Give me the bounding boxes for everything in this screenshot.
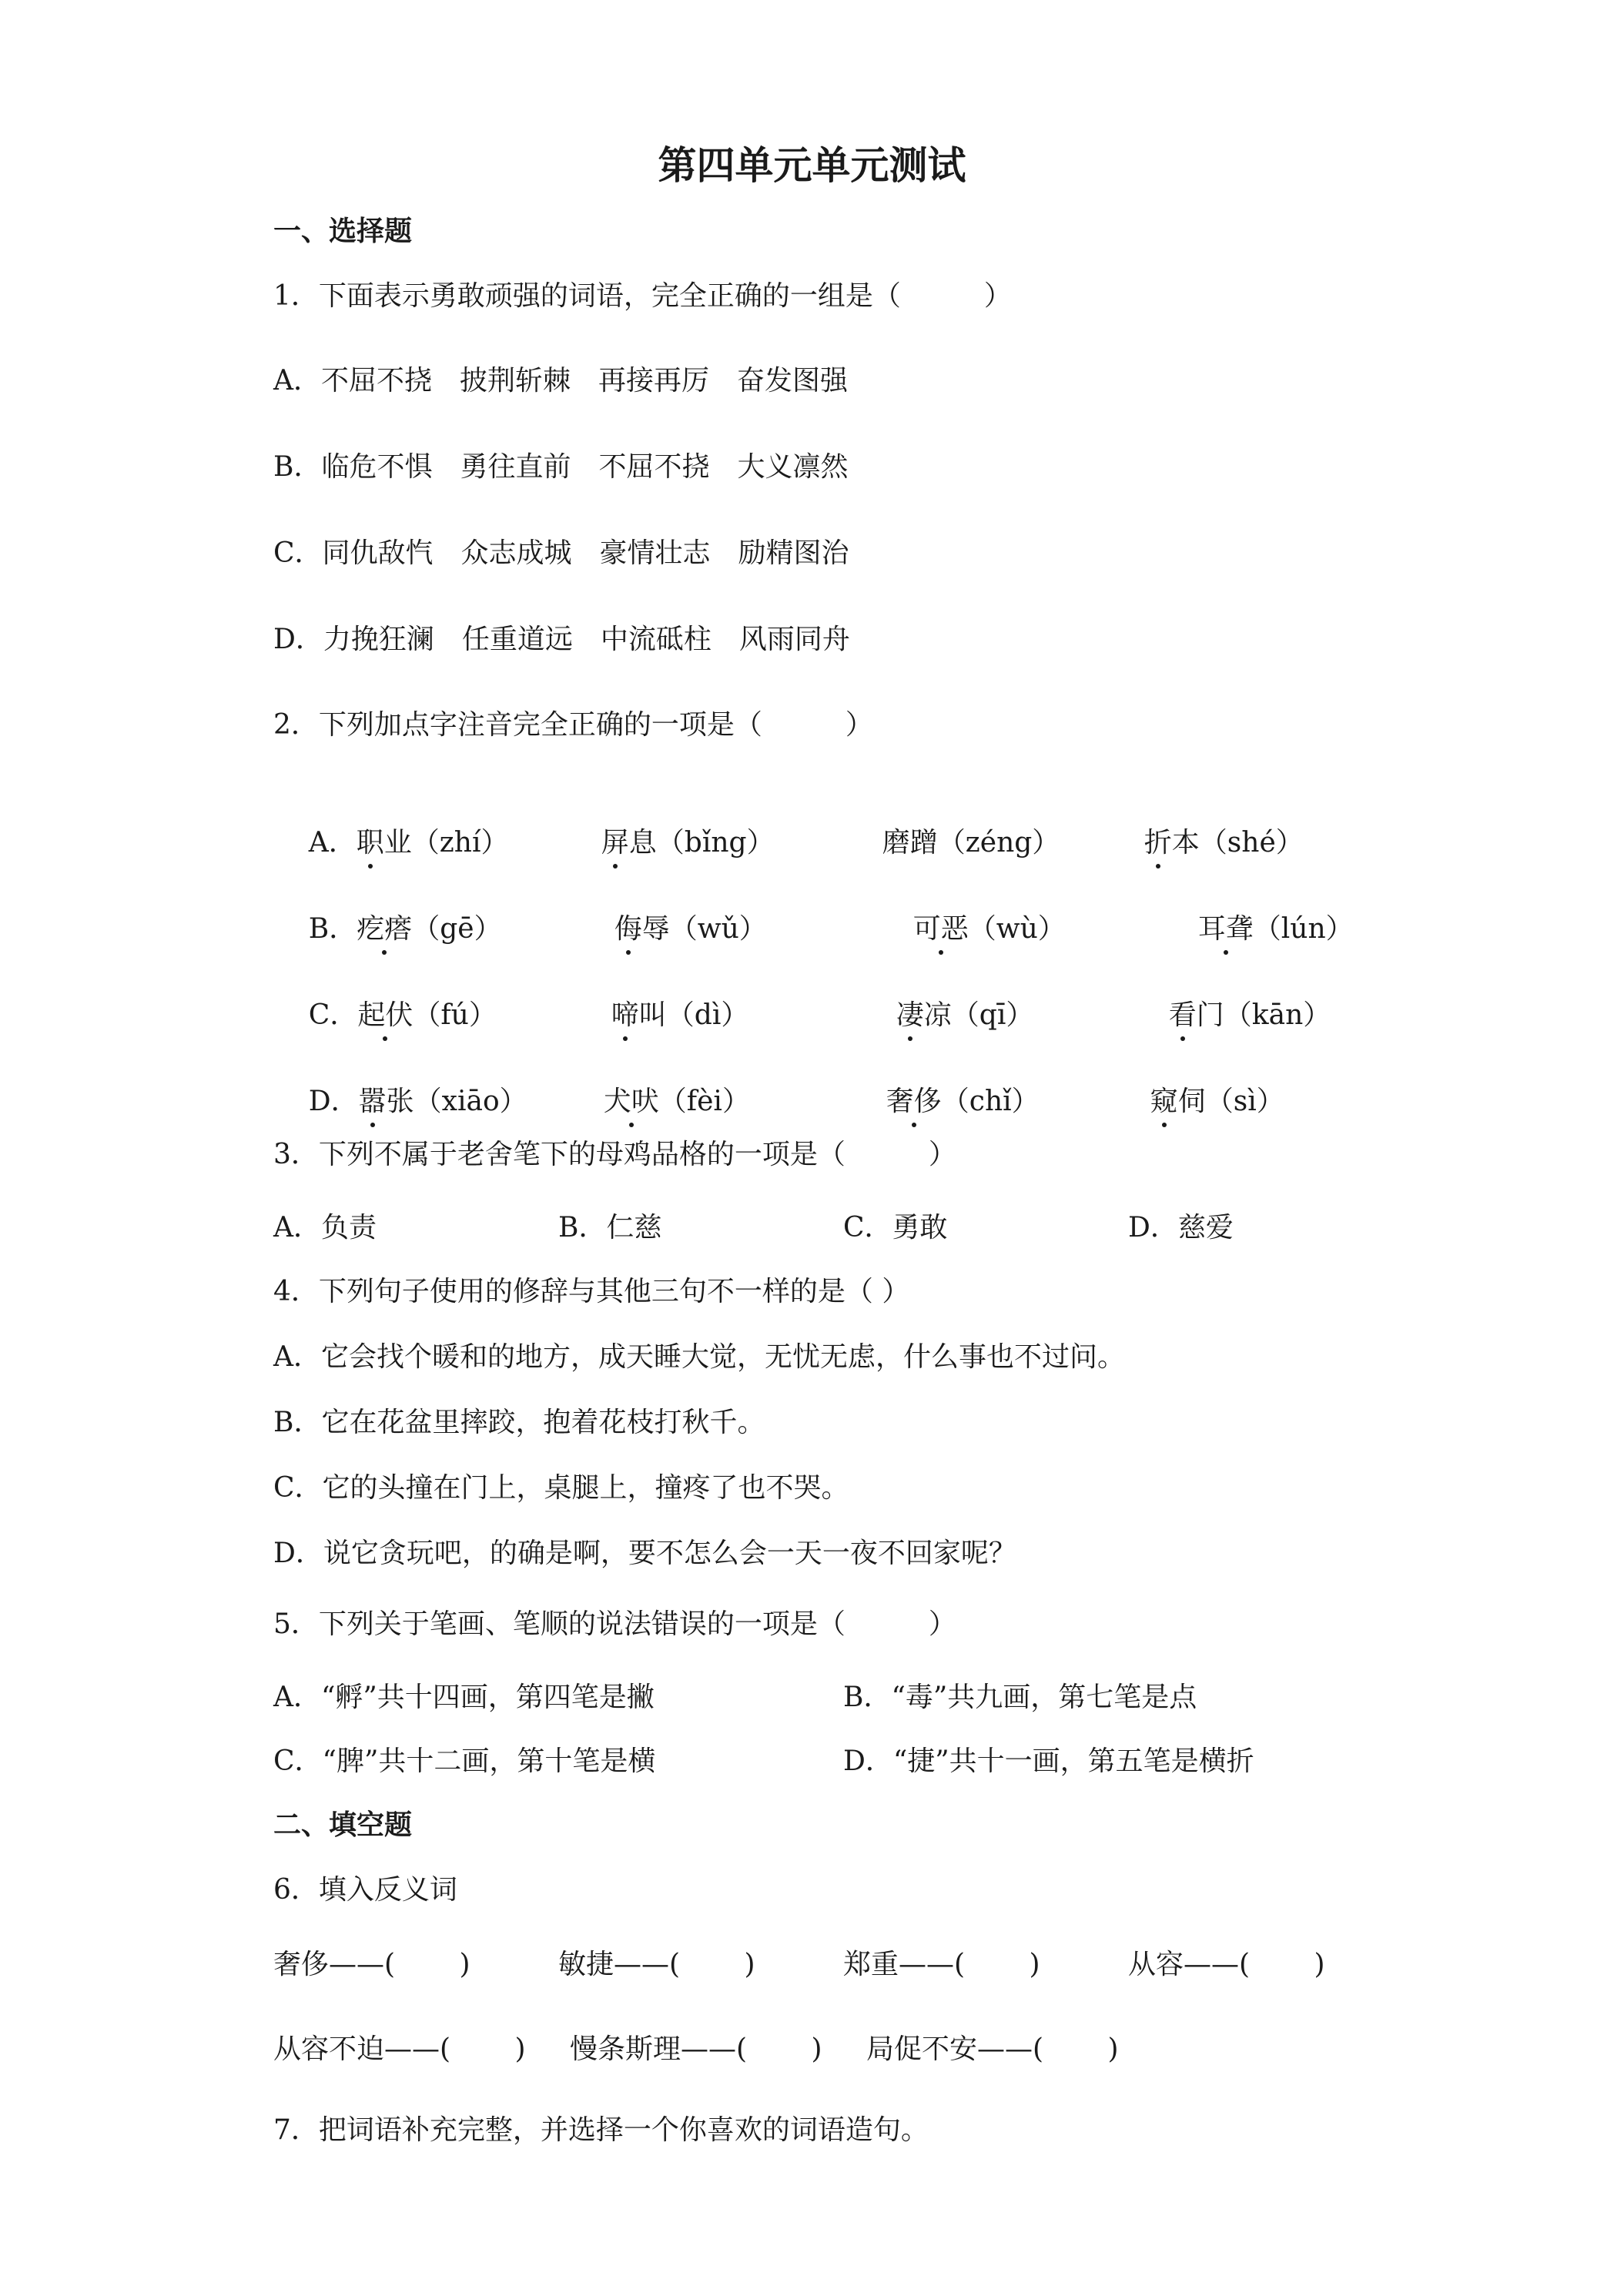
question-4-option-a: A．它会找个暖和的地方，成天睡大觉，无忧无虑，什么事也不过问。 xyxy=(273,1341,1125,1373)
dotted-char: 可恶 xyxy=(913,910,969,949)
word-pinyin: 门（kān） xyxy=(1196,999,1331,1031)
question-6-stem: 6．填入反义词 xyxy=(273,1874,457,1906)
word-chars: 磨蹭 xyxy=(882,827,938,858)
word-pinyin: 伺（sì） xyxy=(1177,1086,1284,1117)
word-pinyin: 息（bǐng） xyxy=(628,827,775,858)
dotted-char: 职 xyxy=(357,824,384,862)
section-heading-fill: 二、填空题 xyxy=(273,1809,413,1841)
dotted-char: 奢侈 xyxy=(886,1083,942,1121)
question-5-option-a: A．“孵”共十四画，第四笔是撇 xyxy=(273,1682,655,1713)
dotted-char: 凄 xyxy=(896,996,924,1035)
question-5-stem: 5．下列关于笔画、笔顺的说法错误的一项是（ ） xyxy=(273,1608,956,1640)
word-pinyin: 本（shé） xyxy=(1171,827,1304,858)
page-title: 第四单元单元测试 xyxy=(658,142,966,188)
question-3-stem: 3．下列不属于老舍笔下的母鸡品格的一项是（ ） xyxy=(273,1139,956,1170)
word-pinyin: 叫（dì） xyxy=(638,999,749,1031)
antonym-blank[interactable]: 敏捷——( ) xyxy=(558,1949,755,1980)
word-pinyin: （wù） xyxy=(968,913,1066,945)
question-4-stem: 4．下列句子使用的修辞与其他三句不一样的是（ ） xyxy=(273,1276,910,1307)
word-pinyin: 张（xiāo） xyxy=(386,1086,527,1117)
word-pinyin: （gē） xyxy=(412,913,502,945)
antonym-blank[interactable]: 奢侈——( ) xyxy=(273,1949,470,1980)
dotted-char: 起伏 xyxy=(357,996,413,1035)
dotted-char: 啼 xyxy=(611,996,639,1035)
word-pinyin: 凉（qī） xyxy=(923,999,1034,1031)
dotted-char: 疙瘩 xyxy=(357,910,412,949)
word-pinyin: （lún） xyxy=(1253,913,1354,945)
antonym-blank[interactable]: 局促不安——( ) xyxy=(866,2033,1119,2065)
option-label: D． xyxy=(308,1086,359,1117)
antonym-blank[interactable]: 从容不迫——( ) xyxy=(273,2033,526,2065)
question-3-option-b: B．仁慈 xyxy=(558,1212,662,1243)
question-4-option-b: B．它在花盆里摔跤，抱着花枝打秋千。 xyxy=(273,1407,765,1438)
question-5-option-b: B．“毒”共九画，第七笔是点 xyxy=(843,1682,1197,1713)
question-5-option-d: D．“捷”共十一画，第五笔是横折 xyxy=(843,1745,1254,1777)
dotted-char: 侮 xyxy=(614,910,642,949)
question-1-option-c: C．同仇敌忾 众志成城 豪情壮志 励精图治 xyxy=(273,537,849,569)
dotted-char: 耳聋 xyxy=(1198,910,1254,949)
option-label: B． xyxy=(308,913,357,945)
dotted-char: 嚣 xyxy=(359,1083,387,1121)
question-7-stem: 7．把词语补充完整，并选择一个你喜欢的词语造句。 xyxy=(273,2114,929,2146)
dotted-char: 窥 xyxy=(1150,1083,1178,1121)
dotted-char: 折 xyxy=(1144,824,1172,862)
question-1-option-d: D．力挽狂澜 任重道远 中流砥柱 风雨同舟 xyxy=(273,624,850,655)
antonym-blank[interactable]: 从容——( ) xyxy=(1128,1949,1325,1980)
word-pinyin: （zéng） xyxy=(937,827,1060,858)
word-pinyin: 业（zhí） xyxy=(383,827,509,858)
section-heading-choice: 一、选择题 xyxy=(273,215,413,247)
question-3-option-c: C．勇敢 xyxy=(843,1212,948,1243)
question-1-option-b: B．临危不惧 勇往直前 不屈不挠 大义凛然 xyxy=(273,451,849,483)
question-3-option-a: A．负责 xyxy=(273,1212,377,1243)
option-label: A． xyxy=(308,827,357,858)
option-label: C． xyxy=(308,999,358,1031)
word-pinyin: 辱（wǔ） xyxy=(641,913,767,945)
word-pinyin: （fú） xyxy=(413,999,497,1031)
question-2-option-d-word-4 xyxy=(1115,1044,1284,1160)
question-2-stem: 2．下列加点字注音完全正确的一项是（ ） xyxy=(273,709,873,741)
dotted-char: 屏 xyxy=(601,824,629,862)
antonym-blank[interactable]: 郑重——( ) xyxy=(843,1949,1040,1980)
question-3-option-d: D．慈爱 xyxy=(1128,1212,1234,1243)
question-4-option-d: D．说它贪玩吧，的确是啊，要不怎么会一天一夜不回家呢？ xyxy=(273,1538,1016,1569)
question-4-option-c: C．它的头撞在门上，桌腿上，撞疼了也不哭。 xyxy=(273,1472,849,1504)
word-pinyin: （fèi） xyxy=(658,1086,750,1117)
dotted-char: 看 xyxy=(1169,996,1197,1035)
word-pinyin: （chǐ） xyxy=(941,1086,1040,1117)
question-1-stem: 1．下面表示勇敢顽强的词语，完全正确的一组是（ ） xyxy=(273,280,1012,312)
dotted-char: 犬吠 xyxy=(604,1083,659,1121)
antonym-blank[interactable]: 慢条斯理——( ) xyxy=(570,2033,822,2065)
question-5-option-c: C．“脾”共十二画，第十笔是横 xyxy=(273,1745,656,1777)
question-1-option-a: A．不屈不挠 披荆斩棘 再接再厉 奋发图强 xyxy=(273,365,848,397)
